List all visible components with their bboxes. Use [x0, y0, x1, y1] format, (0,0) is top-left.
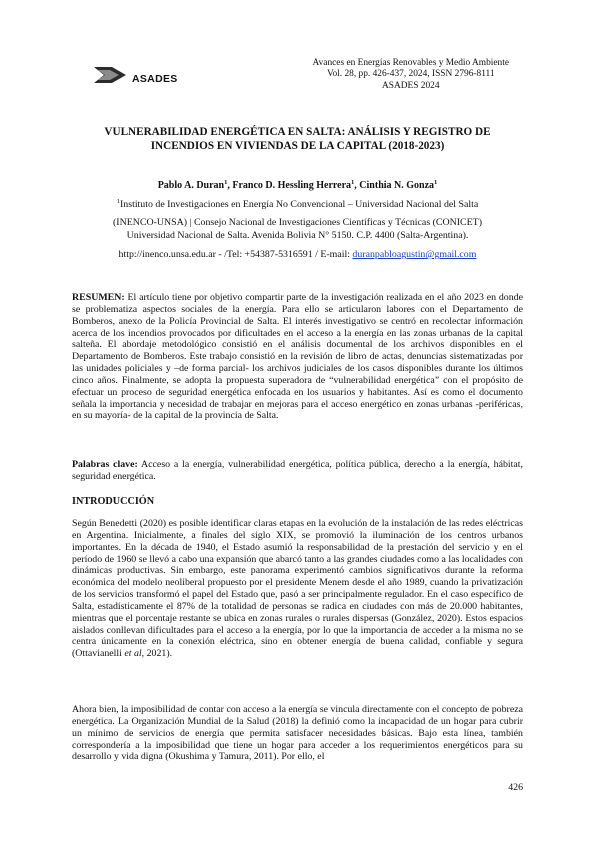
journal-header — [313, 58, 509, 92]
affiliation-line-2: (INENCO-UNSA) | Consejo Nacional de Investigaciones Científicas y Técnicas (CONICET) — [113, 217, 482, 229]
journal-title: Avances en Energías Renovables y Medio Ambiente — [312, 58, 509, 68]
page-number: 426 — [508, 782, 523, 793]
abstract — [72, 292, 523, 422]
asades-logo-icon — [92, 64, 128, 86]
abstract-text: El artículo tiene por objetivo compartir parte de la investigación realizada en el año 2023 en donde se problematiza aspectos sociales de la energía. Para ello se articularon labores con el Departamento de Bomberos, anexo de la Policía Provincial de Salta. El interés investigativo se centró en recolectar información acerca de los incendios provocados por dificultades en el acceso a la energía en las zonas urbanas de la capital salteña. El abordaje metodológico consistió en el análisis documental de los archivos disponibles en el Departamento de Bomberos. Este trabajo consistió en la revisión de libro de actas, denuncias sistematizadas por las unidades policiales y –de forma parcial- los archivos judiciales de los casos disponibles durante los últimos cinco años. Finalmente, se adopta la propuesta superadora de “vulnerabilidad energética” con el propósito de efectuar un proceso de seguridad energética enfocada en los usuarios y habitantes. Así es como el documento señala la importancia y necesidad de trabajar en mejoras para el acceso energético en zonas urbanas -periféricas, en su mayoría- de la capital de la provincia de Salta. — [72, 292, 523, 422]
journal-volume: Vol. 28, pp. 426-437, 2024, ISSN 2796-8111 — [326, 69, 495, 80]
abstract-label: RESUMEN: — [72, 292, 125, 303]
affiliation-line-1: Instituto de Investigaciones en Energía No Convencional – Universidad Nacional del Salta — [120, 199, 479, 210]
email-link[interactable]: duranpabloagustin@gmail.com — [352, 249, 477, 261]
author-1: Pablo A. Duran — [157, 180, 225, 191]
affiliation-line-3: Universidad Nacional de Salta. Avenida Bolivia N° 5150. C.P. 4400 (Salta-Argentina). — [126, 229, 469, 241]
author-3: Cinthia N. Gonza — [359, 180, 435, 191]
contact-line: http://inenco.unsa.edu.ar - /Tel: +54387-5316591 / E-mail: duranpabloagustin@gmail.com — [118, 249, 477, 261]
author-2: Franco D. Hessling Herrera — [232, 180, 352, 191]
intro-paragraph-2: Ahora bien, la imposibilidad de contar con acceso a la energía se vincula directamente con el concepto de pobreza energética. La Organización Mundial de la Salud (2018) la definió como la incapacidad de un hogar para cubrir un mínimo de servicios de energía que permita satisfacer necesidades básicas. Bajo esta línea, también correspondería a la imposibilidad que tiene un hogar para acceder a los requerimientos energéticos para su desarrollo y vida digna (Okushima y Tamura, 2011). Por ello, el — [72, 704, 523, 763]
keywords-text: Acceso a la energía, vulnerabilidad energética, política pública, derecho a la energía, hábitat, seguridad energética. — [72, 459, 523, 482]
journal-edition: ASADES 2024 — [381, 80, 440, 91]
keywords — [72, 459, 523, 483]
paper-title — [60, 126, 535, 153]
asades-logo — [92, 64, 202, 90]
logo-text: ASADES — [132, 73, 178, 85]
title-line-1: VULNERABILIDAD ENERGÉTICA EN SALTA: ANÁLISIS Y REGISTRO DE — [104, 126, 491, 138]
section-heading-introduccion: INTRODUCCIÓN — [72, 496, 155, 507]
title-line-2: INCENDIOS EN VIVIENDAS DE LA CAPITAL (2018-2023) — [150, 139, 445, 152]
affiliation: $^1$Instituto de Investigaciones en Energía No Convencional – Universidad Nacional del Salta (INENCO-UNSA) | Consejo Nacional de Investigaciones Científicas y Técnicas (CONICET) Universidad Nacional de Salta. Avenida Bolivia N° 5150. C.P. 4400 (Salta-Argentina). http://inenco.unsa.edu.ar - /Tel: +54387-5316591 / E-mail: duranpabloagustin@gmail.com — [70, 199, 525, 262]
keywords-label: Palabras clave: — [72, 459, 138, 470]
intro-paragraph-1: Según Benedetti (2020) es posible identificar claras etapas en la evolución de la instalación de las redes eléctricas en Argentina. Inicialmente, a finales del siglo XIX, se promovió la iluminación de los centros urbanos importantes. En la década de 1940, el Estado asumió la responsabilidad de la prestación del servicio y en el período de 1960 se llevó a cabo una expansión que abarcó tanto a las grandes ciudades como a las localidades con dinámicas productivas. Sin embargo, este panorama experimentó cambios significativos durante la reforma económica del modelo neoliberal propuesto por el presidente Menem desde el año 1989, cuando la privatización de los servicios transformó el papel del Estado que, pasó a ser principalmente regulador. En el caso específico de Salta, estadísticamente el 87% de la totalidad de personas se radica en ciudades con más de 20.000 habitantes, mientras que el porcentaje restante se ubica en zonas rurales o rurales dispersas (González, 2020). Estos espacios aislados conllevan dificultades para el acceso a la energía, por lo que la importancia de acceder a la misma no se centra únicamente en la conexión eléctrica, sino en obtener energía de buena calidad, confiable y segura (Ottavianelli et al, 2021). — [72, 518, 523, 660]
authors: Pablo A. Duran$^1$, Franco D. Hessling Herrera$^1$, Cinthia N. Gonza$^1$ — [157, 179, 438, 191]
